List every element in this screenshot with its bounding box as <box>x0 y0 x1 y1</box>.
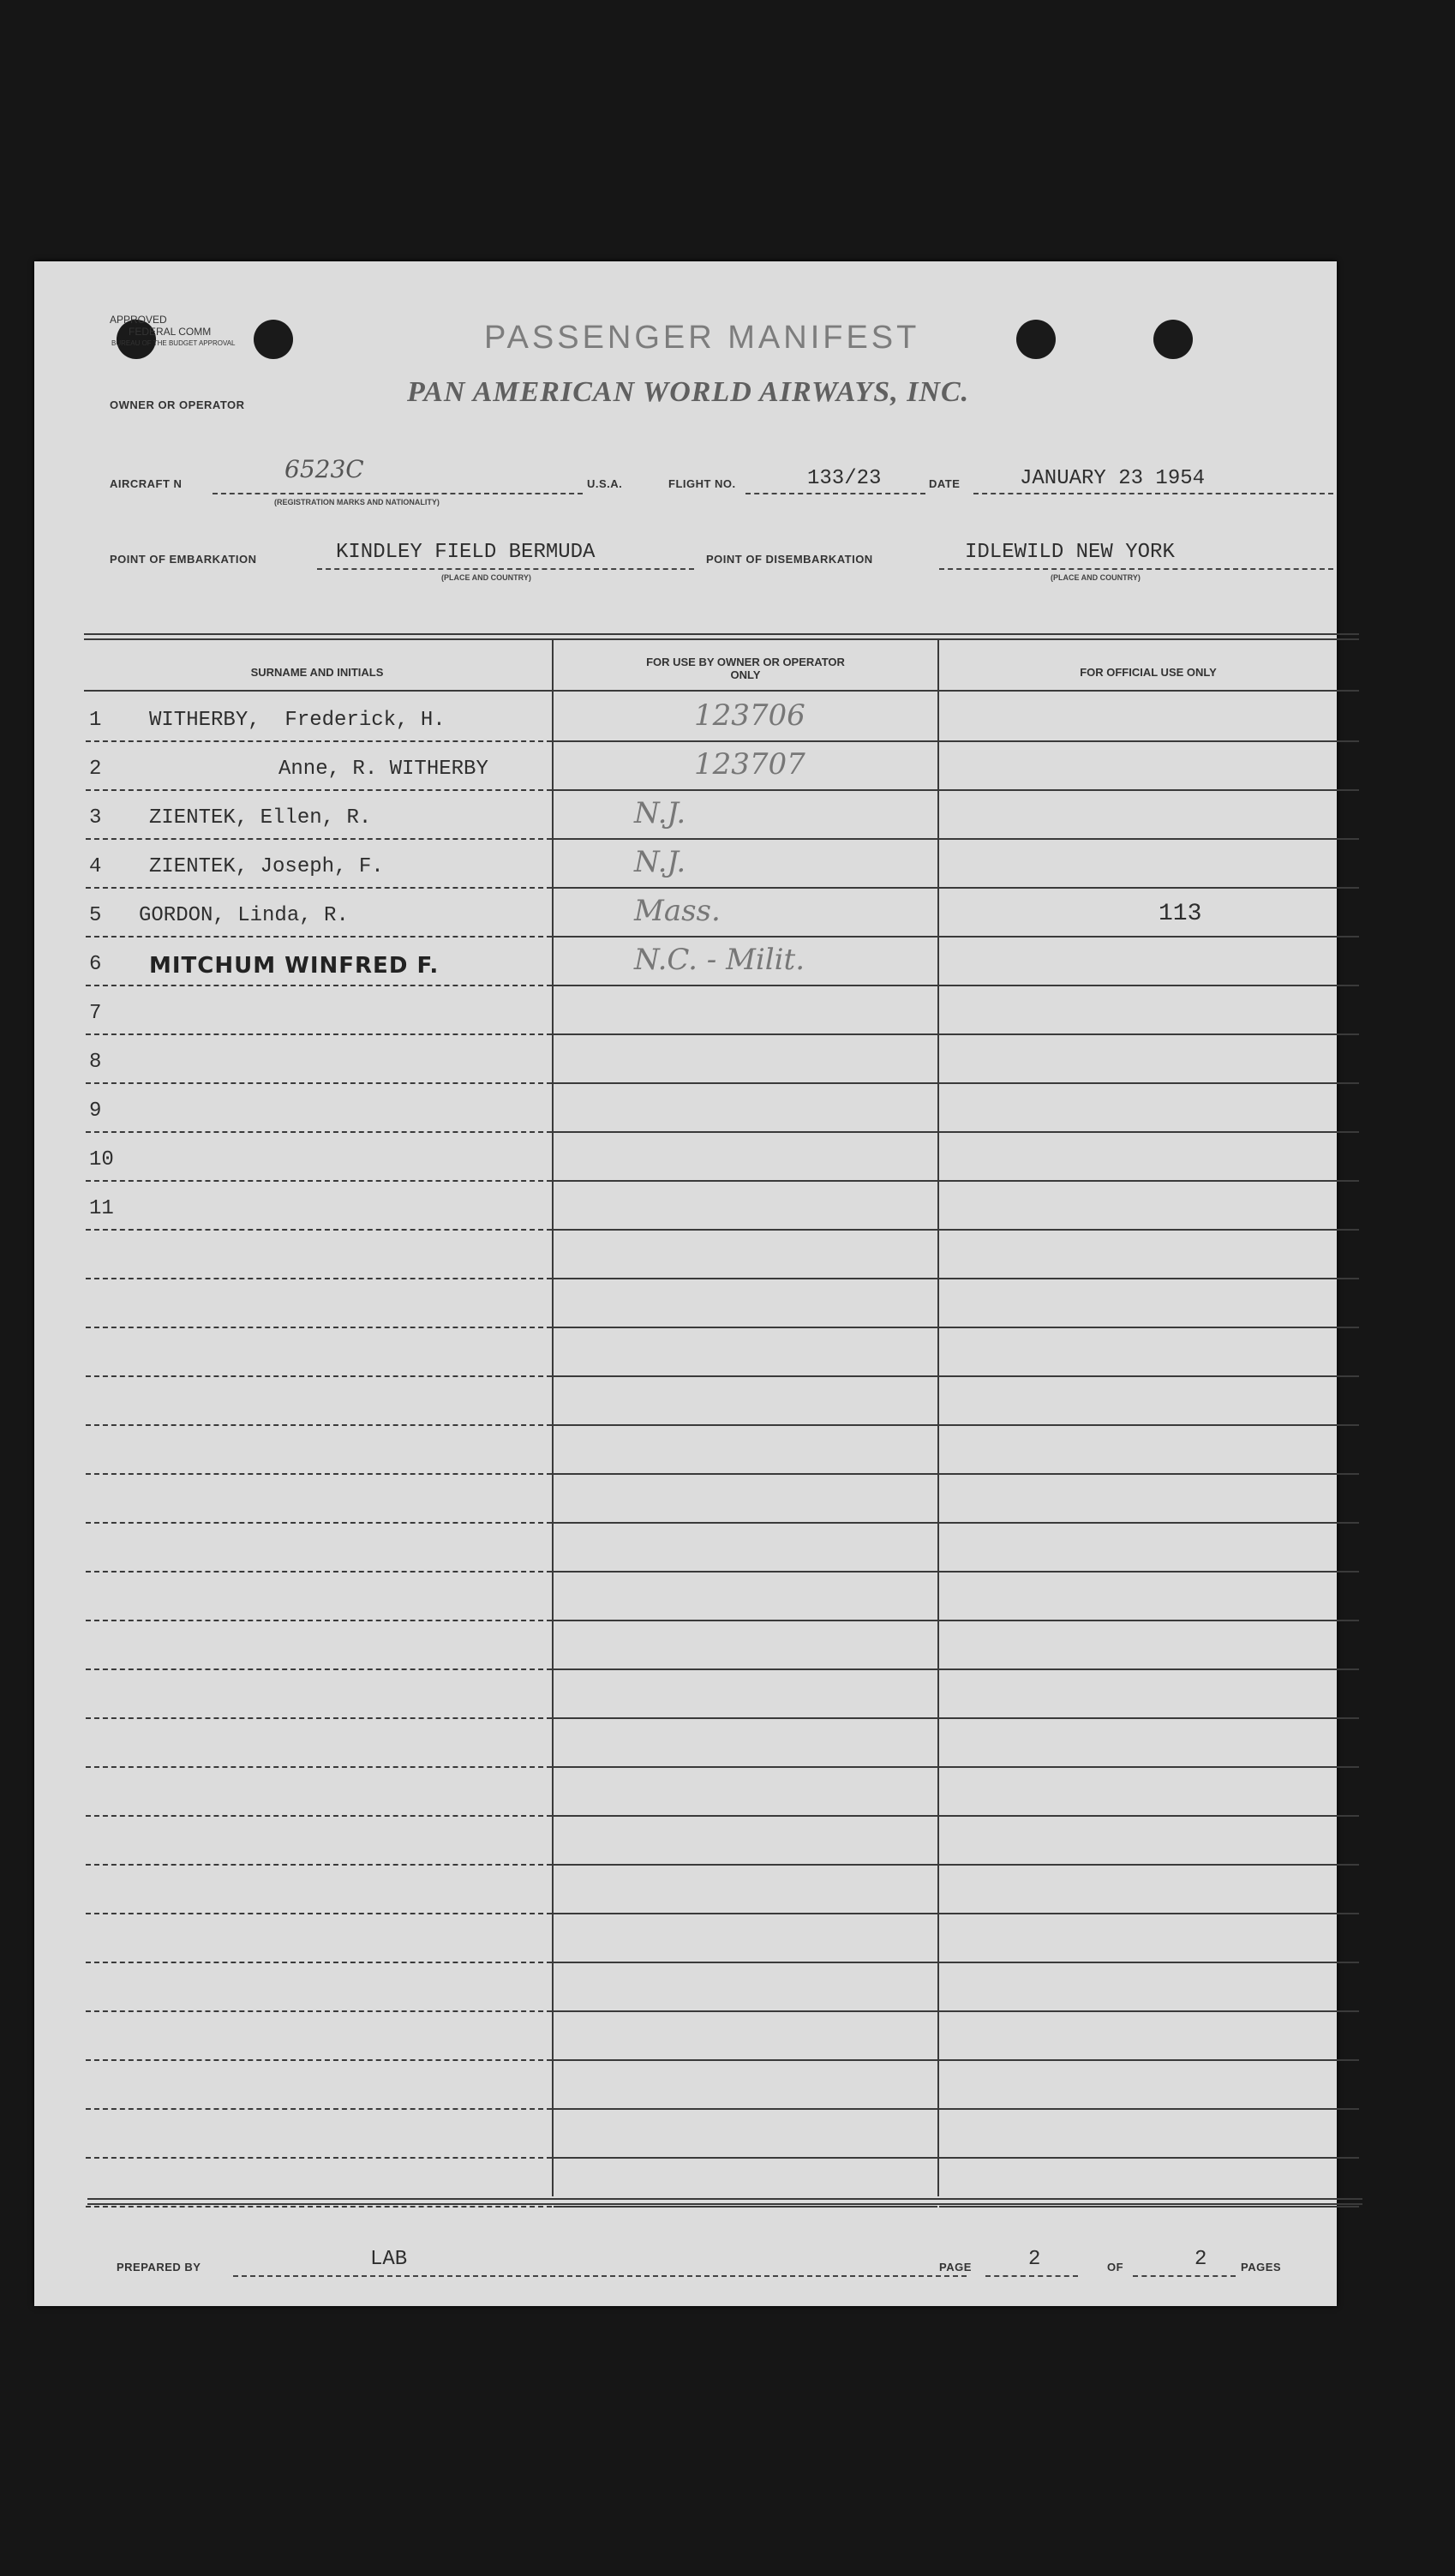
row-line <box>939 1766 1359 1768</box>
row-line <box>554 1864 937 1866</box>
row-line <box>939 1913 1359 1914</box>
row-line <box>554 1180 937 1182</box>
owner-use-entry: 123706 <box>694 698 805 733</box>
row-line <box>554 1717 937 1719</box>
official-use-entry: 113 <box>1159 901 1202 927</box>
owner-use-entry: N.J. <box>634 796 686 830</box>
row-line <box>86 1278 552 1279</box>
row-line <box>939 1864 1359 1866</box>
row-line <box>86 1229 552 1231</box>
row-line <box>554 2059 937 2061</box>
row-line <box>939 1131 1359 1133</box>
row-line <box>554 789 937 791</box>
row-line <box>554 2010 937 2012</box>
row-line <box>86 2206 552 2208</box>
form-title: PASSENGER MANIFEST <box>484 320 920 356</box>
flight-line <box>745 493 925 494</box>
row-line <box>86 1473 552 1475</box>
row-line <box>939 838 1359 840</box>
row-line <box>939 887 1359 889</box>
row-number: 9 <box>89 1099 102 1123</box>
embark-label: POINT OF EMBARKATION <box>110 553 257 566</box>
row-line <box>939 1033 1359 1035</box>
prepared-by-line <box>233 2275 967 2277</box>
page-value: 2 <box>1028 2248 1041 2271</box>
row-line <box>86 838 552 840</box>
row-line <box>554 1913 937 1914</box>
row-line <box>86 1962 552 1963</box>
row-line <box>86 1180 552 1182</box>
header-underline <box>84 690 1359 692</box>
row-line <box>86 1131 552 1133</box>
passenger-name: WITHERBY, Frederick, H. <box>149 709 446 732</box>
table-bottom-rule-1 <box>87 2198 1362 2200</box>
row-line <box>939 2059 1359 2061</box>
row-number: 5 <box>89 904 102 927</box>
row-line <box>86 789 552 791</box>
row-line <box>939 2157 1359 2159</box>
row-line <box>554 1082 937 1084</box>
row-line <box>939 1082 1359 1084</box>
row-line <box>554 1668 937 1670</box>
row-line <box>939 1620 1359 1621</box>
table-top-rule-1 <box>84 633 1359 635</box>
row-line <box>554 887 937 889</box>
embark-line <box>317 568 694 570</box>
row-line <box>939 2108 1359 2110</box>
prepared-by-value: LAB <box>370 2248 408 2271</box>
row-line <box>554 1229 937 1231</box>
of-line <box>1133 2275 1236 2277</box>
row-line <box>554 1815 937 1817</box>
row-line <box>86 1522 552 1524</box>
row-line <box>554 985 937 986</box>
row-line <box>554 740 937 742</box>
row-line <box>86 1766 552 1768</box>
row-line <box>86 1327 552 1328</box>
row-line <box>939 1522 1359 1524</box>
row-line <box>554 1327 937 1328</box>
row-line <box>554 1033 937 1035</box>
date-label: DATE <box>929 477 961 490</box>
aircraft-line <box>213 493 583 494</box>
embark-value: KINDLEY FIELD BERMUDA <box>336 541 596 564</box>
punch-hole-4 <box>1153 320 1193 359</box>
row-number: 7 <box>89 1002 102 1025</box>
row-line <box>939 2206 1359 2208</box>
row-line <box>86 1668 552 1670</box>
row-line <box>554 2157 937 2159</box>
row-line <box>939 985 1359 986</box>
punch-hole-2 <box>254 320 293 359</box>
row-line <box>939 1473 1359 1475</box>
aircraft-label: AIRCRAFT N <box>110 477 183 490</box>
of-value: 2 <box>1195 2248 1207 2271</box>
prepared-by-label: PREPARED BY <box>117 2261 201 2273</box>
row-line <box>939 740 1359 742</box>
row-line <box>554 1522 937 1524</box>
flight-value: 133/23 <box>807 467 882 490</box>
company-name: PAN AMERICAN WORLD AIRWAYS, INC. <box>407 376 970 408</box>
row-line <box>554 838 937 840</box>
row-line <box>939 1375 1359 1377</box>
approval-line-3: BUREAU OF THE BUDGET APPROVAL <box>111 339 236 347</box>
flight-label: FLIGHT NO. <box>668 477 736 490</box>
page-line <box>985 2275 1078 2277</box>
disembark-value: IDLEWILD NEW YORK <box>965 541 1175 564</box>
owner-use-column-header: FOR USE BY OWNER OR OPERATOR ONLY <box>646 656 845 681</box>
passenger-name: Anne, R. WITHERBY <box>278 758 488 781</box>
disembark-sublabel: (PLACE AND COUNTRY) <box>1051 573 1141 582</box>
row-line <box>86 1815 552 1817</box>
row-line <box>939 1278 1359 1279</box>
row-line <box>86 740 552 742</box>
row-line <box>86 2059 552 2061</box>
pages-label: PAGES <box>1241 2261 1282 2273</box>
row-line <box>86 2108 552 2110</box>
aircraft-value: 6523C <box>284 455 364 483</box>
row-line <box>939 1229 1359 1231</box>
owner-use-entry: N.J. <box>634 845 686 879</box>
row-line <box>554 1278 937 1279</box>
row-line <box>554 1424 937 1426</box>
row-line <box>86 985 552 986</box>
surname-column-header: SURNAME AND INITIALS <box>250 666 384 679</box>
row-line <box>939 1180 1359 1182</box>
table-bottom-rule-2 <box>87 2203 1362 2205</box>
row-line <box>554 1375 937 1377</box>
row-number: 8 <box>89 1051 102 1074</box>
row-line <box>86 887 552 889</box>
row-line <box>86 1717 552 1719</box>
punch-hole-3 <box>1016 320 1056 359</box>
row-line <box>939 936 1359 938</box>
owner-use-entry: 123707 <box>694 747 805 782</box>
row-line <box>939 1717 1359 1719</box>
passenger-name: ZIENTEK, Joseph, F. <box>149 855 384 878</box>
row-line <box>554 936 937 938</box>
disembark-label: POINT OF DISEMBARKATION <box>706 553 873 566</box>
row-line <box>86 936 552 938</box>
disembark-line <box>939 568 1333 570</box>
date-value: JANUARY 23 1954 <box>1020 467 1206 490</box>
row-line <box>86 1913 552 1914</box>
usa-label: U.S.A. <box>587 477 623 490</box>
owner-use-entry: Mass. <box>634 894 721 928</box>
row-line <box>554 1766 937 1768</box>
owner-label: OWNER OR OPERATOR <box>110 398 245 411</box>
row-line <box>554 1473 937 1475</box>
row-number: 10 <box>89 1148 114 1171</box>
row-line <box>939 1424 1359 1426</box>
aircraft-sublabel: (REGISTRATION MARKS AND NATIONALITY) <box>274 498 440 506</box>
date-line <box>973 493 1333 494</box>
row-line <box>939 1962 1359 1963</box>
passenger-name: ZIENTEK, Ellen, R. <box>149 806 372 830</box>
row-line <box>86 2010 552 2012</box>
row-number: 4 <box>89 855 102 878</box>
row-line <box>939 2010 1359 2012</box>
approval-line-2: FEDERAL COMM <box>129 326 212 338</box>
owner-use-entry: N.C. - Milit. <box>634 943 805 977</box>
passenger-name: GORDON, Linda, R. <box>139 904 349 927</box>
row-line <box>86 1864 552 1866</box>
of-label: OF <box>1107 2261 1124 2273</box>
row-line <box>939 1815 1359 1817</box>
table-top-rule-2 <box>84 638 1359 640</box>
page-label: PAGE <box>939 2261 972 2273</box>
row-line <box>86 1375 552 1377</box>
row-line <box>86 1424 552 1426</box>
approval-line-1: APPROVED <box>110 314 167 326</box>
row-line <box>554 1131 937 1133</box>
row-line <box>86 2157 552 2159</box>
embark-sublabel: (PLACE AND COUNTRY) <box>441 573 531 582</box>
row-line <box>939 789 1359 791</box>
row-number: 1 <box>89 709 102 732</box>
row-line <box>554 1620 937 1621</box>
row-line <box>939 1327 1359 1328</box>
row-line <box>554 2108 937 2110</box>
row-line <box>86 1082 552 1084</box>
row-line <box>554 1962 937 1963</box>
row-line <box>86 1620 552 1621</box>
row-number: 3 <box>89 806 102 830</box>
manifest-sheet <box>34 261 1337 2306</box>
passenger-name: MITCHUM WINFRED F. <box>149 953 440 979</box>
row-number: 11 <box>89 1197 114 1220</box>
official-use-column-header: FOR OFFICIAL USE ONLY <box>1080 666 1217 679</box>
row-line <box>939 1571 1359 1573</box>
row-line <box>939 1668 1359 1670</box>
row-line <box>554 1571 937 1573</box>
row-line <box>86 1033 552 1035</box>
row-line <box>86 1571 552 1573</box>
row-number: 2 <box>89 758 102 781</box>
row-number: 6 <box>89 953 102 976</box>
row-line <box>554 2206 937 2208</box>
